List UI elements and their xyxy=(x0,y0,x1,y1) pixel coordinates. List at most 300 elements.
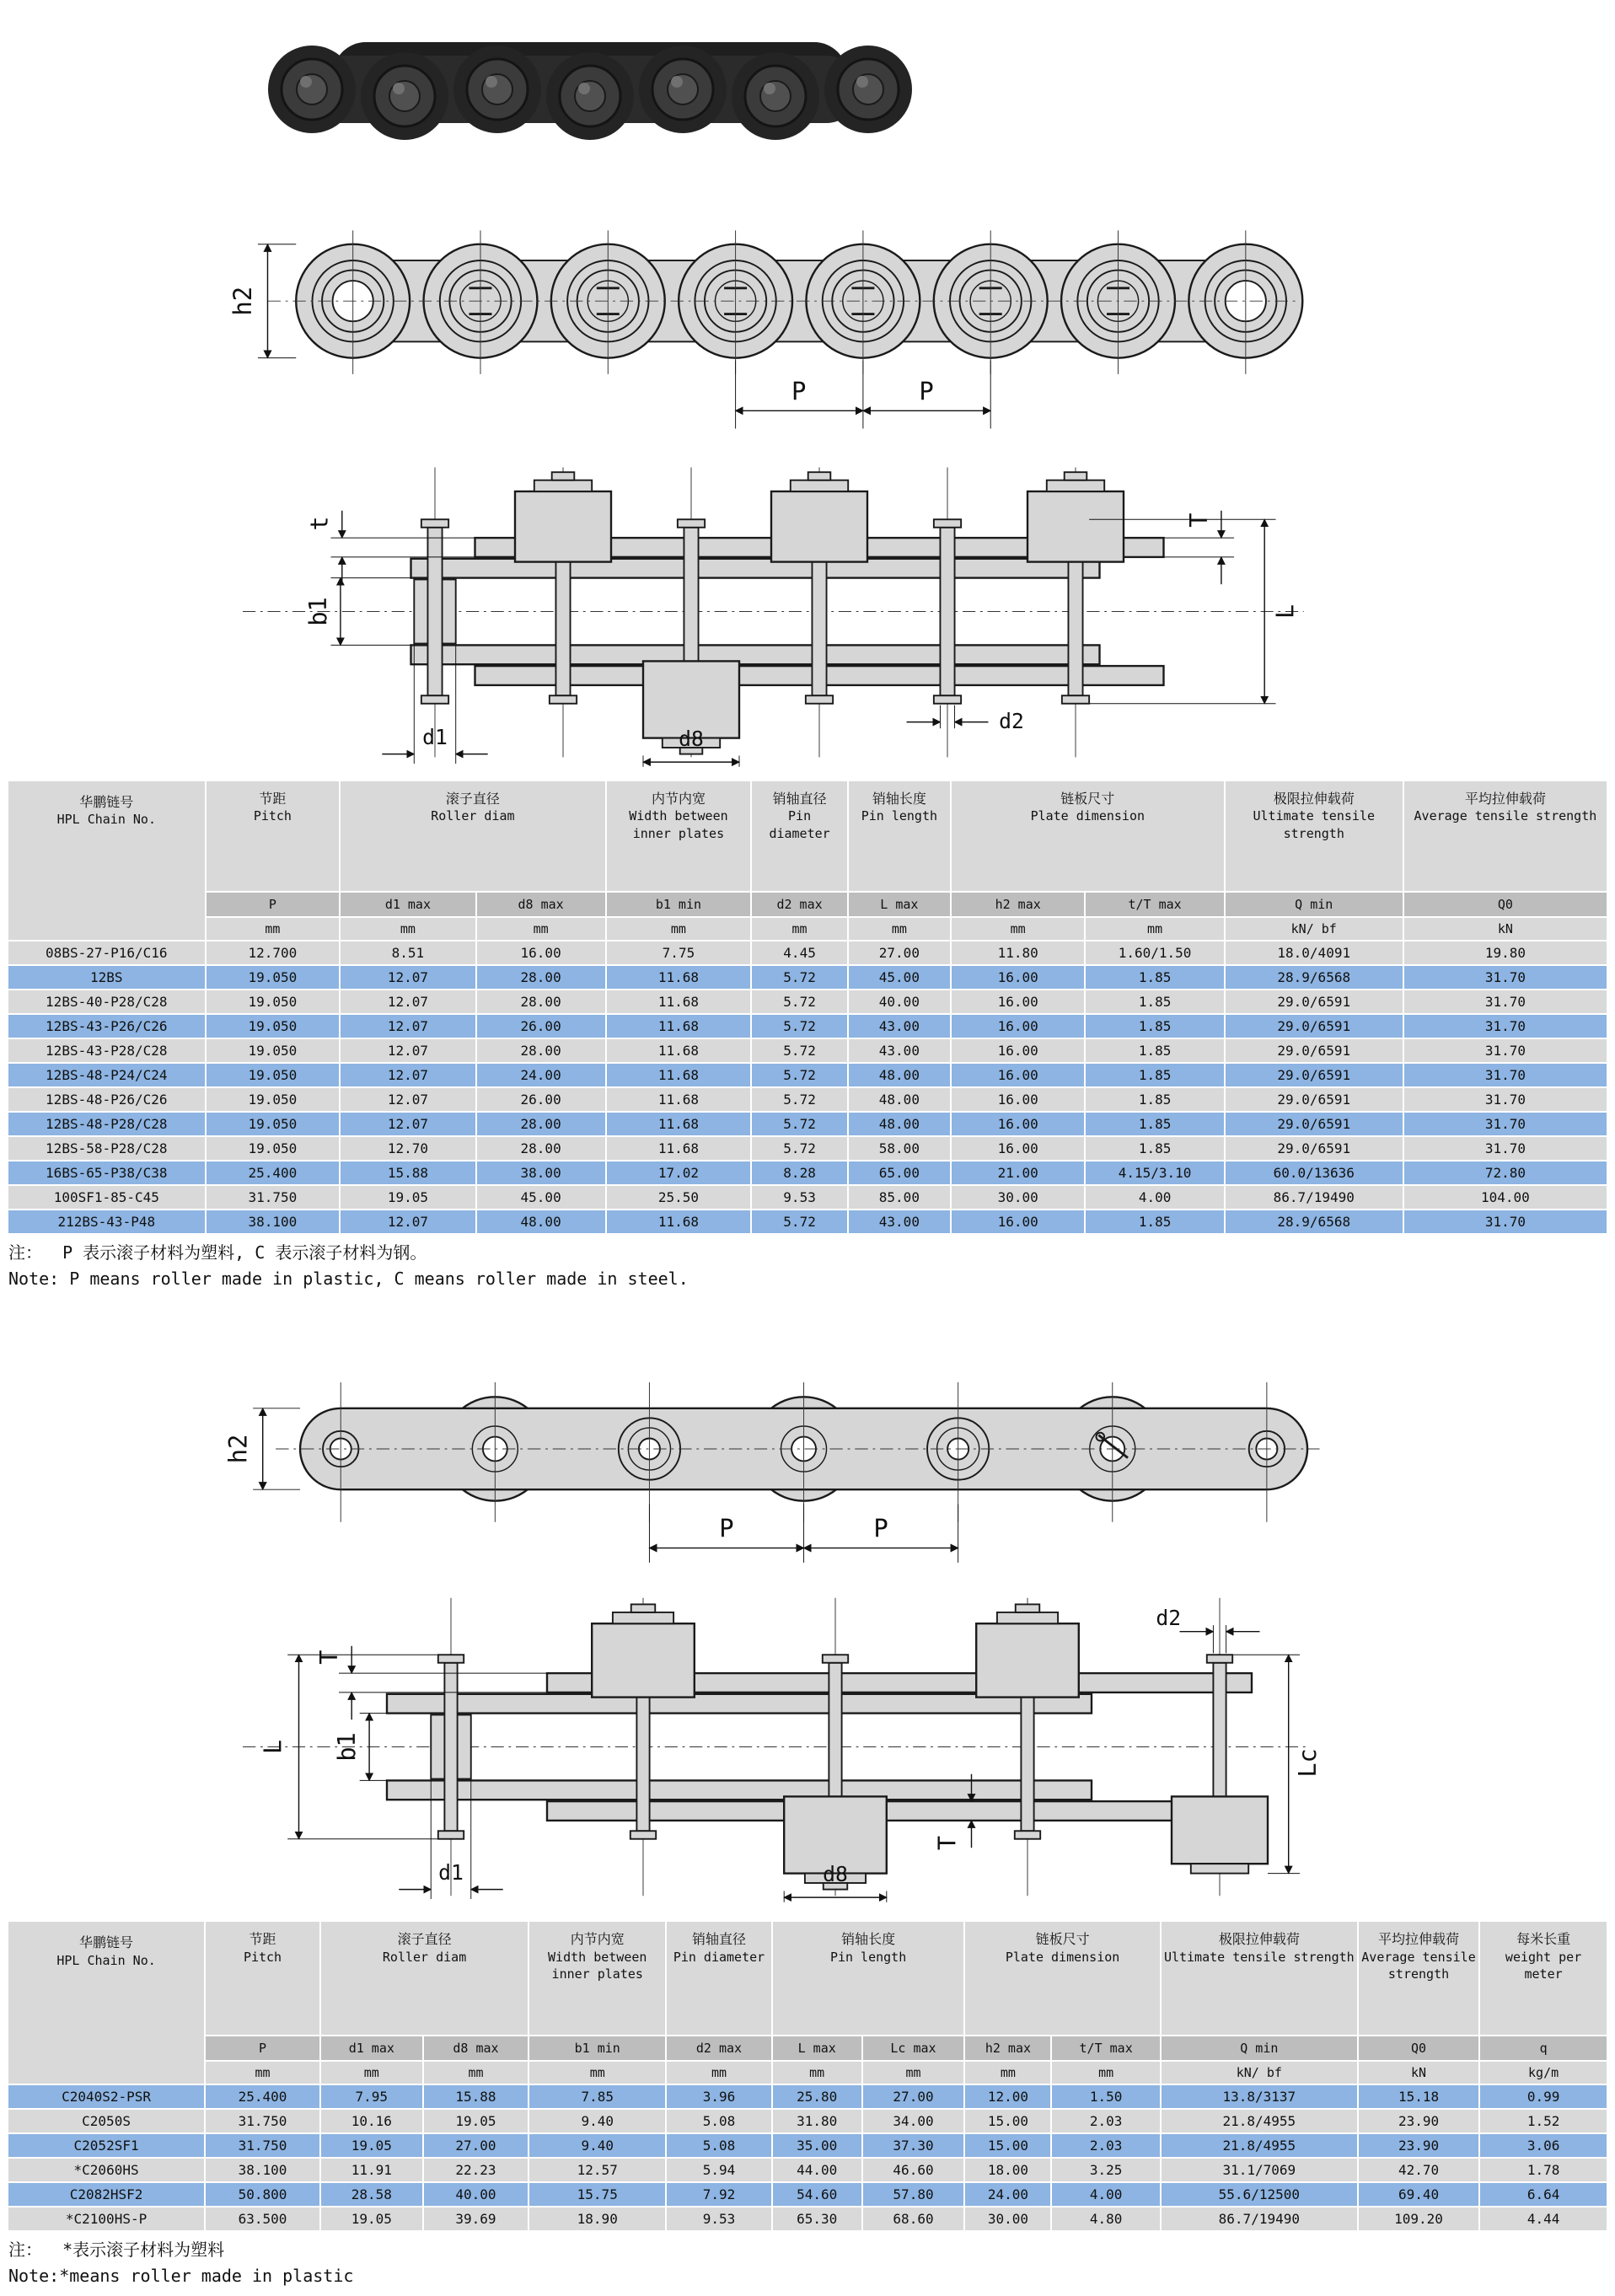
value-cell: 12.57 xyxy=(529,2159,665,2181)
subheader-cell: Q0 xyxy=(1359,2036,1478,2060)
value-cell: 19.050 xyxy=(207,1088,340,1111)
dim-label-pitch: P xyxy=(719,1513,734,1542)
value-cell: 23.90 xyxy=(1359,2110,1478,2132)
value-cell: 5.72 xyxy=(752,1088,847,1111)
chain-no-cell: C2052SF1 xyxy=(8,2134,204,2157)
value-cell: 2.03 xyxy=(1052,2134,1159,2157)
table-row xyxy=(8,966,1607,989)
value-cell: 42.70 xyxy=(1359,2159,1478,2181)
dim-label-L: L xyxy=(259,1739,287,1755)
table-row xyxy=(8,1039,1607,1062)
value-cell: 15.18 xyxy=(1359,2085,1478,2108)
value-cell: 0.99 xyxy=(1480,2085,1607,2108)
dim-label-d8: d8 xyxy=(823,1862,848,1887)
value-cell: 58.00 xyxy=(849,1137,950,1160)
unit-cell: mm xyxy=(667,2062,771,2084)
column-group-chain-no: 华鹏链号 HPL Chain No. xyxy=(8,781,205,940)
column-group: 链板尺寸 Plate dimension xyxy=(965,1922,1159,2035)
value-cell: 5.72 xyxy=(752,1210,847,1233)
value-cell: 23.90 xyxy=(1359,2134,1478,2157)
value-cell: 10.16 xyxy=(321,2110,422,2132)
value-cell: 1.85 xyxy=(1086,1137,1223,1160)
value-cell: 8.28 xyxy=(752,1161,847,1184)
value-cell: 31.70 xyxy=(1404,1064,1607,1086)
unit-cell: kN xyxy=(1404,918,1607,940)
value-cell: 11.68 xyxy=(607,1137,751,1160)
value-cell: 18.90 xyxy=(529,2207,665,2230)
value-cell: 30.00 xyxy=(965,2207,1050,2230)
dim-label-h2: h2 xyxy=(223,1434,253,1464)
roller-chain-photo xyxy=(253,7,927,175)
note-roller-material-2 xyxy=(8,2237,1615,2289)
chain-no-cell: 12BS-43-P28/C28 xyxy=(8,1039,205,1062)
value-cell: 4.44 xyxy=(1480,2207,1607,2230)
value-cell: 16.00 xyxy=(952,1064,1085,1086)
value-cell: 5.72 xyxy=(752,1113,847,1135)
value-cell: 11.91 xyxy=(321,2159,422,2181)
note-zh: 注： *表示滚子材料为塑料 xyxy=(8,2240,225,2261)
unit-cell: mm xyxy=(752,918,847,940)
value-cell: 5.72 xyxy=(752,966,847,989)
subheader-cell: d2 max xyxy=(667,2036,771,2060)
subheader-cell: q xyxy=(1480,2036,1607,2060)
value-cell: 25.50 xyxy=(607,1186,751,1209)
table-row xyxy=(8,2134,1607,2157)
subheader-cell: h2 max xyxy=(965,2036,1050,2060)
value-cell: 19.050 xyxy=(207,1064,340,1086)
value-cell: 12.07 xyxy=(341,1210,475,1233)
value-cell: 1.52 xyxy=(1480,2110,1607,2132)
unit-cell: mm xyxy=(1052,2062,1159,2084)
value-cell: 4.80 xyxy=(1052,2207,1159,2230)
dim-label-t: t xyxy=(305,516,334,531)
value-cell: 38.00 xyxy=(477,1161,605,1184)
chain-no-cell: 12BS-58-P28/C28 xyxy=(8,1137,205,1160)
subheader-cell: b1 min xyxy=(529,2036,665,2060)
value-cell: 43.00 xyxy=(849,1015,950,1038)
value-cell: 12.00 xyxy=(965,2085,1050,2108)
dim-label-T: T xyxy=(315,1650,344,1665)
chain-no-cell: 12BS-43-P26/C26 xyxy=(8,1015,205,1038)
subheader-cell: Lc max xyxy=(863,2036,964,2060)
value-cell: 24.00 xyxy=(477,1064,605,1086)
dim-label-T: T xyxy=(1184,512,1213,528)
value-cell: 5.72 xyxy=(752,990,847,1013)
column-group: 销轴长度 Pin length xyxy=(849,781,950,891)
value-cell: 85.00 xyxy=(849,1186,950,1209)
value-cell: 1.60/1.50 xyxy=(1086,941,1223,964)
value-cell: 40.00 xyxy=(424,2183,528,2206)
column-group: 每米长重 weight per meter xyxy=(1480,1922,1607,2035)
value-cell: 9.40 xyxy=(529,2134,665,2157)
dim-label-d1: d1 xyxy=(438,1860,464,1886)
value-cell: 30.00 xyxy=(952,1186,1085,1209)
value-cell: 25.400 xyxy=(207,1161,340,1184)
value-cell: 68.60 xyxy=(863,2207,964,2230)
value-cell: 27.00 xyxy=(849,941,950,964)
chain-no-cell: *C2060HS xyxy=(8,2159,204,2181)
value-cell: 28.9/6568 xyxy=(1226,1210,1403,1233)
value-cell: 5.72 xyxy=(752,1015,847,1038)
unit-cell: mm xyxy=(1086,918,1223,940)
chain-no-cell: 212BS-43-P48 xyxy=(8,1210,205,1233)
value-cell: 11.68 xyxy=(607,1015,751,1038)
value-cell: 19.050 xyxy=(207,1015,340,1038)
value-cell: 38.100 xyxy=(207,1210,340,1233)
value-cell: 13.8/3137 xyxy=(1162,2085,1357,2108)
subheader-cell: L max xyxy=(849,893,950,916)
value-cell: 16.00 xyxy=(952,1015,1085,1038)
column-group-chain-no: 华鹏链号 HPL Chain No. xyxy=(8,1922,204,2084)
value-cell: 1.85 xyxy=(1086,1015,1223,1038)
dim-label-pitch: P xyxy=(791,376,807,405)
subheader-cell: d1 max xyxy=(321,2036,422,2060)
value-cell: 5.08 xyxy=(667,2134,771,2157)
value-cell: 86.7/19490 xyxy=(1226,1186,1403,1209)
value-cell: 31.70 xyxy=(1404,1210,1607,1233)
note-roller-material xyxy=(8,1240,1615,1292)
value-cell: 11.68 xyxy=(607,966,751,989)
value-cell: 16.00 xyxy=(952,990,1085,1013)
value-cell: 19.050 xyxy=(207,1113,340,1135)
value-cell: 19.80 xyxy=(1404,941,1607,964)
value-cell: 54.60 xyxy=(773,2183,861,2206)
side-view-diagram-short-pitch xyxy=(211,216,1615,443)
column-group: 滚子直径 Roller diam xyxy=(341,781,604,891)
subheader-cell: P xyxy=(207,893,340,916)
value-cell: 29.0/6591 xyxy=(1226,1064,1403,1086)
value-cell: 9.53 xyxy=(752,1186,847,1209)
value-cell: 9.40 xyxy=(529,2110,665,2132)
value-cell: 19.05 xyxy=(424,2110,528,2132)
value-cell: 9.53 xyxy=(667,2207,771,2230)
value-cell: 31.70 xyxy=(1404,1088,1607,1111)
table-row xyxy=(8,941,1607,964)
value-cell: 26.00 xyxy=(477,1015,605,1038)
value-cell: 46.60 xyxy=(863,2159,964,2181)
value-cell: 24.00 xyxy=(965,2183,1050,2206)
value-cell: 11.68 xyxy=(607,1088,751,1111)
subheader-cell: d1 max xyxy=(341,893,475,916)
value-cell: 12.700 xyxy=(207,941,340,964)
spec-table-double-pitch xyxy=(7,1920,1608,2232)
value-cell: 7.75 xyxy=(607,941,751,964)
value-cell: 45.00 xyxy=(477,1186,605,1209)
value-cell: 31.750 xyxy=(206,2134,319,2157)
value-cell: 4.00 xyxy=(1052,2183,1159,2206)
chain-no-cell: 12BS-48-P26/C26 xyxy=(8,1088,205,1111)
value-cell: 12.07 xyxy=(341,1113,475,1135)
value-cell: 55.6/12500 xyxy=(1162,2183,1357,2206)
value-cell: 15.00 xyxy=(965,2134,1050,2157)
value-cell: 63.500 xyxy=(206,2207,319,2230)
value-cell: 15.88 xyxy=(424,2085,528,2108)
value-cell: 86.7/19490 xyxy=(1162,2207,1357,2230)
column-group: 内节内宽 Width between inner plates xyxy=(529,1922,665,2035)
chain-no-cell: 100SF1-85-C45 xyxy=(8,1186,205,1209)
value-cell: 60.0/13636 xyxy=(1226,1161,1403,1184)
value-cell: 4.00 xyxy=(1086,1186,1223,1209)
value-cell: 1.85 xyxy=(1086,1064,1223,1086)
value-cell: 31.70 xyxy=(1404,1015,1607,1038)
value-cell: 28.00 xyxy=(477,990,605,1013)
value-cell: 31.80 xyxy=(773,2110,861,2132)
value-cell: 11.68 xyxy=(607,1064,751,1086)
unit-cell: mm xyxy=(341,918,475,940)
note-en: Note:*means roller made in plastic xyxy=(8,2266,354,2287)
unit-cell: mm xyxy=(321,2062,422,2084)
dim-label-b1: b1 xyxy=(333,1732,361,1762)
value-cell: 18.00 xyxy=(965,2159,1050,2181)
subheader-cell: t/T max xyxy=(1052,2036,1159,2060)
side-view-diagram-double-pitch xyxy=(211,1360,1615,1579)
value-cell: 109.20 xyxy=(1359,2207,1478,2230)
dim-label-d8: d8 xyxy=(679,726,704,751)
table-row xyxy=(8,1186,1607,1209)
value-cell: 17.02 xyxy=(607,1161,751,1184)
value-cell: 29.0/6591 xyxy=(1226,1137,1403,1160)
value-cell: 45.00 xyxy=(849,966,950,989)
value-cell: 5.72 xyxy=(752,1039,847,1062)
value-cell: 19.05 xyxy=(341,1186,475,1209)
value-cell: 28.00 xyxy=(477,1113,605,1135)
value-cell: 50.800 xyxy=(206,2183,319,2206)
table-row xyxy=(8,2159,1607,2181)
unit-cell: mm xyxy=(477,918,605,940)
subheader-cell: d2 max xyxy=(752,893,847,916)
value-cell: 29.0/6591 xyxy=(1226,990,1403,1013)
value-cell: 25.400 xyxy=(206,2085,319,2108)
value-cell: 1.85 xyxy=(1086,966,1223,989)
unit-cell: mm xyxy=(952,918,1085,940)
chain-no-cell: 12BS-48-P24/C24 xyxy=(8,1064,205,1086)
value-cell: 1.85 xyxy=(1086,1039,1223,1062)
dim-label-d1: d1 xyxy=(422,725,448,750)
unit-cell: mm xyxy=(206,2062,319,2084)
value-cell: 15.00 xyxy=(965,2110,1050,2132)
value-cell: 37.30 xyxy=(863,2134,964,2157)
value-cell: 31.70 xyxy=(1404,1039,1607,1062)
value-cell: 16.00 xyxy=(952,966,1085,989)
value-cell: 11.68 xyxy=(607,990,751,1013)
value-cell: 31.70 xyxy=(1404,990,1607,1013)
value-cell: 31.70 xyxy=(1404,1137,1607,1160)
dim-label-T: T xyxy=(933,1835,962,1851)
value-cell: 3.25 xyxy=(1052,2159,1159,2181)
value-cell: 35.00 xyxy=(773,2134,861,2157)
unit-cell: kN xyxy=(1359,2062,1478,2084)
value-cell: 29.0/6591 xyxy=(1226,1088,1403,1111)
value-cell: 16.00 xyxy=(952,1039,1085,1062)
value-cell: 19.050 xyxy=(207,1137,340,1160)
value-cell: 31.70 xyxy=(1404,1113,1607,1135)
chain-no-cell: 12BS-40-P28/C28 xyxy=(8,990,205,1013)
value-cell: 15.75 xyxy=(529,2183,665,2206)
value-cell: 1.78 xyxy=(1480,2159,1607,2181)
value-cell: 29.0/6591 xyxy=(1226,1015,1403,1038)
value-cell: 28.58 xyxy=(321,2183,422,2206)
value-cell: 11.68 xyxy=(607,1210,751,1233)
dim-label-b1: b1 xyxy=(303,597,332,626)
value-cell: 5.72 xyxy=(752,1137,847,1160)
column-group: 极限拉伸载荷 Ultimate tensile strength xyxy=(1162,1922,1357,2035)
value-cell: 12.07 xyxy=(341,966,475,989)
value-cell: 1.85 xyxy=(1086,1210,1223,1233)
value-cell: 2.03 xyxy=(1052,2110,1159,2132)
value-cell: 12.07 xyxy=(341,1064,475,1086)
spec-table-short-pitch xyxy=(7,780,1608,1235)
value-cell: 16.00 xyxy=(477,941,605,964)
value-cell: 31.70 xyxy=(1404,966,1607,989)
value-cell: 1.85 xyxy=(1086,1113,1223,1135)
value-cell: 27.00 xyxy=(424,2134,528,2157)
unit-cell: mm xyxy=(773,2062,861,2084)
chain-no-cell: 12BS-48-P28/C28 xyxy=(8,1113,205,1135)
chain-no-cell: *C2100HS-P xyxy=(8,2207,204,2230)
value-cell: 19.050 xyxy=(207,990,340,1013)
column-group: 销轴长度 Pin length xyxy=(773,1922,964,2035)
note-en: Note: P means roller made in plastic, C means roller made in steel. xyxy=(8,1268,689,1289)
value-cell: 31.750 xyxy=(206,2110,319,2132)
unit-cell: mm xyxy=(849,918,950,940)
unit-cell: kN/ bf xyxy=(1162,2062,1357,2084)
dim-label-L: L xyxy=(1271,604,1300,619)
value-cell: 48.00 xyxy=(849,1113,950,1135)
dim-label-Lc: Lc xyxy=(1294,1748,1322,1778)
plan-view-diagram-short-pitch xyxy=(211,443,1615,780)
value-cell: 39.69 xyxy=(424,2207,528,2230)
unit-cell: kN/ bf xyxy=(1226,918,1403,940)
column-group: 销轴直径 Pin diameter xyxy=(752,781,847,891)
value-cell: 3.06 xyxy=(1480,2134,1607,2157)
value-cell: 26.00 xyxy=(477,1088,605,1111)
value-cell: 44.00 xyxy=(773,2159,861,2181)
value-cell: 65.30 xyxy=(773,2207,861,2230)
note-zh: 注： P 表示滚子材料为塑料, C 表示滚子材料为钢。 xyxy=(8,1242,427,1263)
value-cell: 28.00 xyxy=(477,966,605,989)
value-cell: 5.08 xyxy=(667,2110,771,2132)
value-cell: 4.45 xyxy=(752,941,847,964)
value-cell: 25.80 xyxy=(773,2085,861,2108)
value-cell: 1.50 xyxy=(1052,2085,1159,2108)
dim-label-d2: d2 xyxy=(999,709,1024,734)
dim-label-pitch: P xyxy=(873,1513,888,1542)
value-cell: 19.050 xyxy=(207,966,340,989)
value-cell: 38.100 xyxy=(206,2159,319,2181)
value-cell: 27.00 xyxy=(863,2085,964,2108)
column-group: 滚子直径 Roller diam xyxy=(321,1922,528,2035)
column-group: 节距 Pitch xyxy=(206,1922,319,2035)
value-cell: 16.00 xyxy=(952,1113,1085,1135)
value-cell: 28.00 xyxy=(477,1039,605,1062)
value-cell: 4.15/3.10 xyxy=(1086,1161,1223,1184)
value-cell: 7.85 xyxy=(529,2085,665,2108)
value-cell: 43.00 xyxy=(849,1210,950,1233)
chain-no-cell: C2050S xyxy=(8,2110,204,2132)
chain-no-cell: C2040S2-PSR xyxy=(8,2085,204,2108)
value-cell: 8.51 xyxy=(341,941,475,964)
value-cell: 5.72 xyxy=(752,1064,847,1086)
value-cell: 28.00 xyxy=(477,1137,605,1160)
unit-cell: mm xyxy=(424,2062,528,2084)
subheader-cell: d8 max xyxy=(424,2036,528,2060)
unit-cell: kg/m xyxy=(1480,2062,1607,2084)
value-cell: 31.1/7069 xyxy=(1162,2159,1357,2181)
value-cell: 43.00 xyxy=(849,1039,950,1062)
dim-label-d2: d2 xyxy=(1156,1606,1182,1631)
value-cell: 28.9/6568 xyxy=(1226,966,1403,989)
value-cell: 11.68 xyxy=(607,1113,751,1135)
value-cell: 65.00 xyxy=(849,1161,950,1184)
plan-view-diagram-double-pitch xyxy=(211,1579,1615,1915)
value-cell: 12.07 xyxy=(341,1039,475,1062)
column-group: 平均拉伸载荷 Average tensile strength xyxy=(1404,781,1607,891)
subheader-cell: L max xyxy=(773,2036,861,2060)
value-cell: 34.00 xyxy=(863,2110,964,2132)
column-group: 节距 Pitch xyxy=(207,781,340,891)
table-row xyxy=(8,2207,1607,2230)
chain-no-cell: C2082HSF2 xyxy=(8,2183,204,2206)
dim-label-pitch: P xyxy=(919,376,934,405)
table-row xyxy=(8,1015,1607,1038)
column-group: 销轴直径 Pin diameter xyxy=(667,1922,771,2035)
column-group: 极限拉伸载荷 Ultimate tensile strength xyxy=(1226,781,1403,891)
value-cell: 7.95 xyxy=(321,2085,422,2108)
value-cell: 19.05 xyxy=(321,2134,422,2157)
value-cell: 72.80 xyxy=(1404,1161,1607,1184)
value-cell: 48.00 xyxy=(477,1210,605,1233)
value-cell: 57.80 xyxy=(863,2183,964,2206)
value-cell: 12.07 xyxy=(341,990,475,1013)
table-row xyxy=(8,1210,1607,1233)
unit-cell: mm xyxy=(607,918,751,940)
value-cell: 11.68 xyxy=(607,1039,751,1062)
table-row xyxy=(8,2085,1607,2108)
value-cell: 11.80 xyxy=(952,941,1085,964)
value-cell: 6.64 xyxy=(1480,2183,1607,2206)
column-group: 链板尺寸 Plate dimension xyxy=(952,781,1224,891)
table-row xyxy=(8,2110,1607,2132)
table-row xyxy=(8,1137,1607,1160)
value-cell: 1.85 xyxy=(1086,1088,1223,1111)
table-row xyxy=(8,990,1607,1013)
value-cell: 48.00 xyxy=(849,1064,950,1086)
unit-cell: mm xyxy=(863,2062,964,2084)
chain-photo-image xyxy=(253,7,927,175)
subheader-cell: t/T max xyxy=(1086,893,1223,916)
value-cell: 29.0/6591 xyxy=(1226,1039,1403,1062)
table-row xyxy=(8,1161,1607,1184)
value-cell: 5.94 xyxy=(667,2159,771,2181)
column-group: 内节内宽 Width between inner plates xyxy=(607,781,751,891)
table-row xyxy=(8,1113,1607,1135)
chain-no-cell: 12BS xyxy=(8,966,205,989)
value-cell: 21.8/4955 xyxy=(1162,2134,1357,2157)
value-cell: 12.07 xyxy=(341,1088,475,1111)
value-cell: 21.00 xyxy=(952,1161,1085,1184)
unit-cell: mm xyxy=(965,2062,1050,2084)
subheader-cell: b1 min xyxy=(607,893,751,916)
subheader-cell: P xyxy=(206,2036,319,2060)
value-cell: 16.00 xyxy=(952,1137,1085,1160)
value-cell: 104.00 xyxy=(1404,1186,1607,1209)
value-cell: 16.00 xyxy=(952,1088,1085,1111)
value-cell: 1.85 xyxy=(1086,990,1223,1013)
value-cell: 12.07 xyxy=(341,1015,475,1038)
value-cell: 48.00 xyxy=(849,1088,950,1111)
subheader-cell: Q min xyxy=(1162,2036,1357,2060)
value-cell: 12.70 xyxy=(341,1137,475,1160)
